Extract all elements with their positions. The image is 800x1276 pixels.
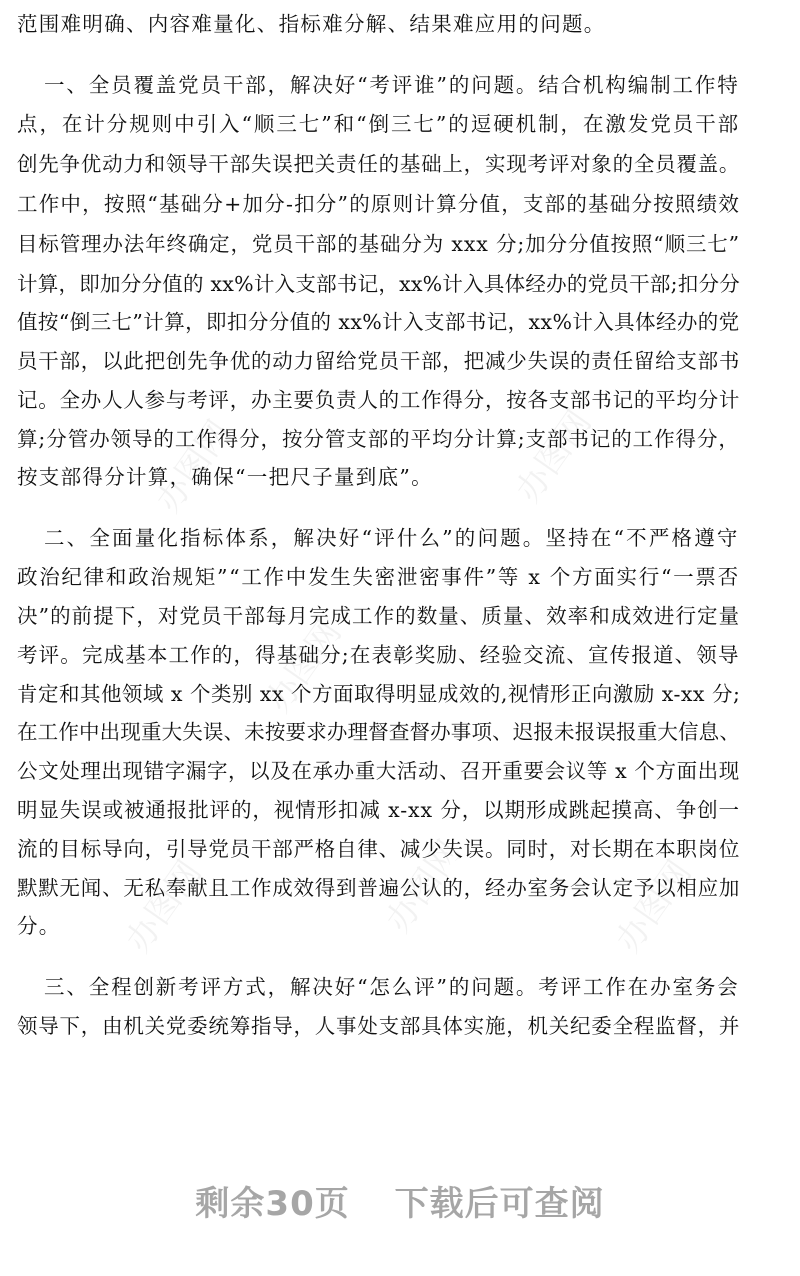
text-line: 一、全员覆盖党员干部，解决好“考评谁”的问题。结合机构编制工作特 (44, 73, 740, 97)
text-line: 流的目标导向，引导党员干部严格自律、减少失误。同时，对长期在本职岗位 (17, 837, 741, 861)
text-line: 三、全程创新考评方式，解决好“怎么评”的问题。考评工作在办室务会 (44, 975, 740, 999)
text-line: 肯定和其他领域 x 个类别 xx 个方面取得明显成效的,视情形正向激励 x-xx 分; (17, 682, 741, 706)
watermark: 办图网 (608, 853, 700, 960)
remaining-pages-label: 剩余30页 (195, 1184, 350, 1224)
text-line: 目标管理办法年终确定，党员干部的基础分为 xxx 分;加分分值按照“顺三七” (17, 232, 740, 256)
text-line: 工作中，按照“基础分+加分-扣分”的原则计算分值，支部的基础分按照绩效 (17, 192, 741, 216)
text-line: 计算，即加分分值的 xx%计入支部书记，xx%计入具体经办的党员干部;扣分分 (17, 272, 741, 296)
download-prompt-label[interactable]: 下载后可查阅 (394, 1184, 605, 1224)
text-line: 考评。完成基本工作的，得基础分;在表彰奖励、经验交流、宣传报道、领导 (17, 643, 740, 667)
watermark: 办图网 (118, 853, 210, 960)
text-line: 点，在计分规则中引入“顺三七”和“倒三七”的逗硬机制，在激发党员干部 (17, 112, 741, 136)
text-line: 默默无闻、无私奉献且工作成效得到普遍公认的，经办室务会认定予以相应加 (17, 876, 741, 900)
text-line: 算;分管办领导的工作得分，按分管支部的平均分计算;支部书记的工作得分， (17, 427, 740, 451)
text-line: 公文处理出现错字漏字，以及在承办重大活动、召开重要会议等 x 个方面出现 (17, 759, 740, 783)
watermark: 办图网 (148, 413, 240, 520)
text-line: 二、全面量化指标体系，解决好“评什么”的问题。坚持在“不严格遵守 (44, 526, 740, 550)
text-line: 领导下，由机关党委统筹指导，人事处支部具体实施，机关纪委全程监督，并 (17, 1014, 741, 1038)
text-line: 员干部，以此把创先争优的动力留给党员干部，把减少失误的责任留给支部书 (17, 349, 741, 373)
text-line: 创先争优动力和领导干部失误把关责任的基础上，实现考评对象的全员覆盖。 (17, 152, 741, 176)
text-line: 按支部得分计算，确保“一把尺子量到底”。 (17, 465, 433, 489)
text-line: 决”的前提下，对党员干部每月完成工作的数量、质量、效率和成效进行定量 (17, 604, 741, 628)
text-line: 分。 (17, 914, 61, 938)
text-line: 明显失误或被通报批评的，视情形扣减 x-xx 分，以期形成跳起摸高、争创一 (17, 798, 740, 822)
watermark: 办图网 (378, 833, 470, 940)
text-line: 范围难明确、内容难量化、指标难分解、结果难应用的问题。 (17, 12, 606, 36)
text-line: 值按“倒三七”计算，即扣分分值的 xx%计入支部书记，xx%计入具体经办的党 (17, 310, 740, 334)
watermark: 办图网 (258, 613, 350, 720)
text-line: 记。全办人人参与考评，办主要负责人的工作得分，按各支部书记的平均分计 (17, 388, 741, 412)
text-line: 在工作中出现重大失误、未按要求办理督查督办事项、迟报未报误报重大信息、 (17, 720, 740, 744)
download-banner[interactable] (0, 1176, 800, 1225)
text-line: 政治纪律和政治规矩”“工作中发生失密泄密事件”等 x 个方面实行“一票否 (17, 565, 740, 589)
watermark: 办图网 (508, 403, 600, 510)
